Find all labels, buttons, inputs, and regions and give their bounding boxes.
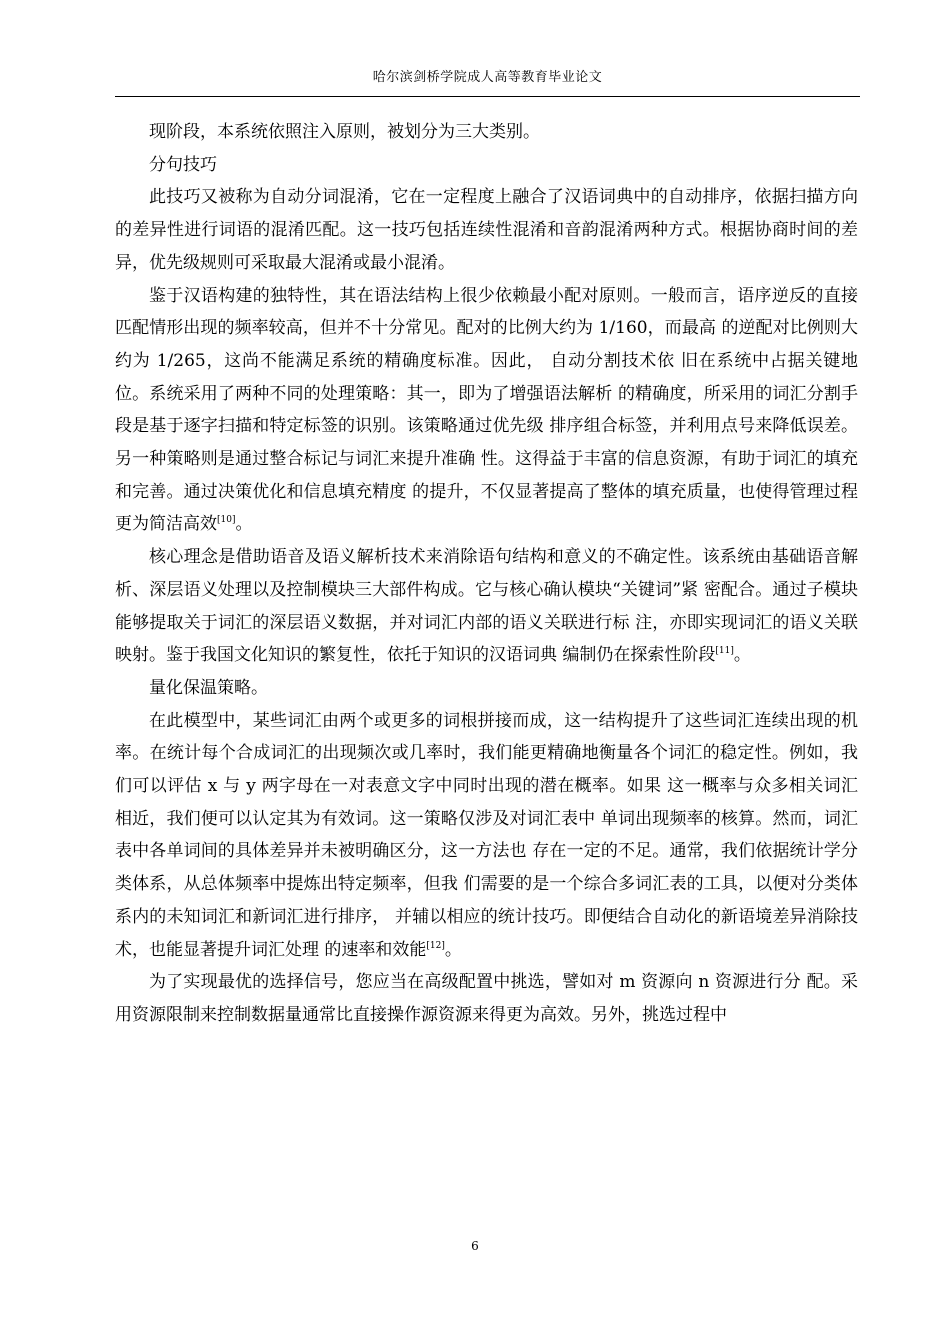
header-divider (115, 96, 860, 97)
citation-ref: [11] (715, 646, 734, 657)
section-heading-fenju: 分句技巧 (149, 154, 217, 175)
citation-ref: [10] (217, 515, 236, 526)
paragraph: 此技巧又被称为自动分词混淆，它在一定程度上融合了汉语词典中的自动排序，依据扫描方向的差异性进行词语的混淆匹配。这一技巧包括连续性混淆和音韵混淆两种方式。根据协商时间的差异，优先级规则可采取最大混淆或最小混淆。 (115, 187, 858, 273)
section-heading-lianghua: 量化保温策略。 (149, 677, 268, 698)
citation-ref: [12] (426, 940, 445, 951)
page-number: 6 (471, 1239, 479, 1253)
running-header: 哈尔滨剑桥学院成人高等教育毕业论文 (372, 70, 603, 85)
paragraph: 鉴于汉语构建的独特性，其在语法结构上很少依赖最小配对原则。一般而言，语序逆反的直接匹配情形出现的频率较高，但并不十分常见。配对的比例大约为 1/160，而最高 的逆配对比例则大约为 1/265，这尚不能满足系统的精确度标准。因此， 自动分割技术依 旧在系统中占据关键地位。系统采用了两种不同的处理策略：其一，即为了增强语法解析 的精确度，所采用的词汇分割手段是基于逐字扫描和特定标签的识别。该策略通过优先级 排序组合标签，并利用点号来降低误差。另一种策略则是通过整合标记与词汇来提升准确 性。这得益于丰富的信息资源，有助于词汇的填充和完善。通过决策优化和信息填充精度 的提升，不仅显著提高了整体的填充质量，也使得管理过程更为简洁高效[10]。 (115, 285, 858, 535)
paragraph: 为了实现最优的选择信号，您应当在高级配置中挑选，譬如对 m 资源向 n 资源进行分 配。采用资源限制来控制数据量通常比直接操作源资源来得更为高效。另外，挑选过程中 (115, 972, 858, 1025)
paragraph: 核心理念是借助语音及语义解析技术来消除语句结构和意义的不确定性。该系统由基础语音解析、深层语义处理以及控制模块三大部件构成。它与核心确认模块“关键词”紧 密配合。通过子模块能够提取关于词汇的深层语义数据，并对词汇内部的语义关联进行标 注，亦即实现词汇的语义关联映射。鉴于我国文化知识的繁复性，依托于知识的汉语词典 编制仍在探索性阶段[11]。 (115, 547, 858, 666)
paragraph-intro: 现阶段，本系统依照注入原则，被划分为三大类别。 (149, 122, 540, 142)
body-text (115, 116, 858, 1032)
paragraph: 在此模型中，某些词汇由两个或更多的词根拼接而成，这一结构提升了这些词汇连续出现的机率。在统计每个合成词汇的出现频次或几率时，我们能更精确地衡量各个词汇的稳定性。例如，我们可以评估 x 与 y 两字母在一对表意文字中同时出现的潜在概率。如果 这一概率与众多相关词汇相近，我们便可以认定其为有效词。这一策略仅涉及对词汇表中 单词出现频率的核算。然而，词汇表中各单词间的具体差异并未被明确区分，这一方法也 存在一定的不足。通常，我们依据统计学分类体系，从总体频率中提炼出特定频率，但我 们需要的是一个综合多词汇表的工具，以便对分类体系内的未知词汇和新词汇进行排序， 并辅以相应的统计技巧。即便结合自动化的新语境差异消除技术，也能显著提升词汇处理 的速率和效能[12]。 (115, 710, 858, 960)
